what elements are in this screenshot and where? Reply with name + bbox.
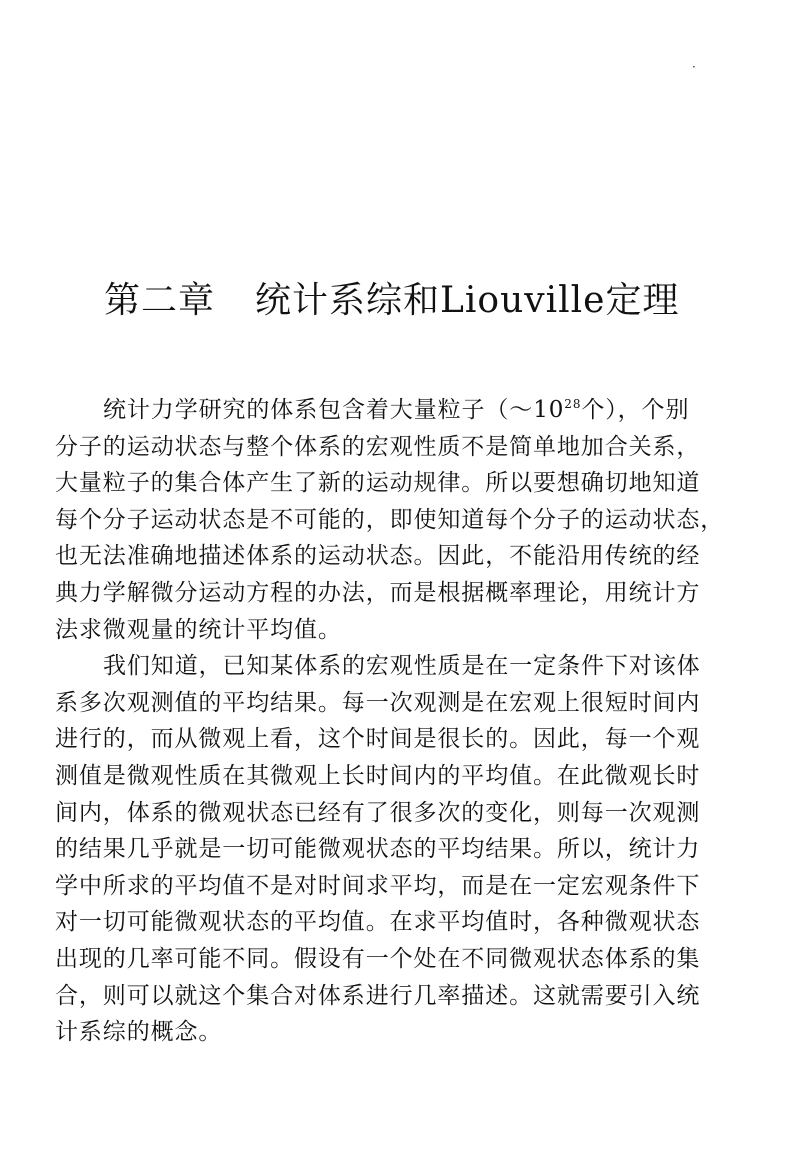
paragraph-line: 系多次观测值的平均结果。每一次观测是在宏观上很短时间内 (55, 689, 701, 716)
chapter-title (104, 272, 679, 323)
text-segment: 个），个别 (581, 397, 690, 423)
chapter-number: 第二章 (104, 280, 216, 321)
paragraph-2 (55, 648, 705, 1051)
body-text (55, 392, 725, 1051)
paragraph-line: 测值是微观性质在其微观上长时间内的平均值。在此微观长时 (55, 762, 701, 789)
paragraph-line (55, 392, 705, 429)
paragraph-line: 我们知道，已知某体系的宏观性质是在一定条件下对该体 (103, 653, 701, 680)
paragraph-line: 学中所求的平均值不是对时间求平均，而是在一定宏观条件下 (55, 872, 701, 899)
paragraph-line: 典力学解微分运动方程的办法，而是根据概率理论，用统计方 (55, 579, 701, 606)
chapter-name: 统计系综和Liouville定理 (255, 280, 680, 321)
paragraph-line: 合，则可以就这个集合对体系进行几率描述。这就需要引入统 (55, 982, 701, 1009)
paragraph-line: 每个分子运动状态是不可能的，即使知道每个分子的运动状态， (55, 506, 725, 533)
paragraph-line: 对一切可能微观状态的平均值。在求平均值时，各种微观状态 (55, 909, 701, 936)
exponent: 28 (564, 397, 582, 411)
paragraph-line: 进行的，而从微观上看，这个时间是很长的。因此，每一个观 (55, 726, 701, 753)
paragraph-line: 法求微观量的统计平均值。 (55, 616, 342, 643)
paragraph-line: 大量粒子的集合体产生了新的运动规律。所以要想确切地知道 (55, 470, 701, 497)
paragraph-line: 计系综的概念。 (55, 1019, 223, 1046)
page-mark: · (692, 60, 696, 74)
text-segment: 统计力学研究的体系包含着大量粒子（～10 (103, 397, 565, 423)
paragraph-line: 间内，体系的微观状态已经有了很多次的变化，则每一次观测 (55, 799, 701, 826)
paragraph-1 (55, 392, 725, 648)
paragraph-line: 分子的运动状态与整个体系的宏观性质不是简单地加合关系， (55, 433, 701, 460)
paragraph-line: 也无法准确地描述体系的运动状态。因此，不能沿用传统的经 (55, 543, 701, 570)
paragraph-line: 出现的几率可能不同。假设有一个处在不同微观状态体系的集 (55, 945, 701, 972)
paragraph-line: 的结果几乎就是一切可能微观状态的平均结果。所以，统计力 (55, 836, 701, 863)
